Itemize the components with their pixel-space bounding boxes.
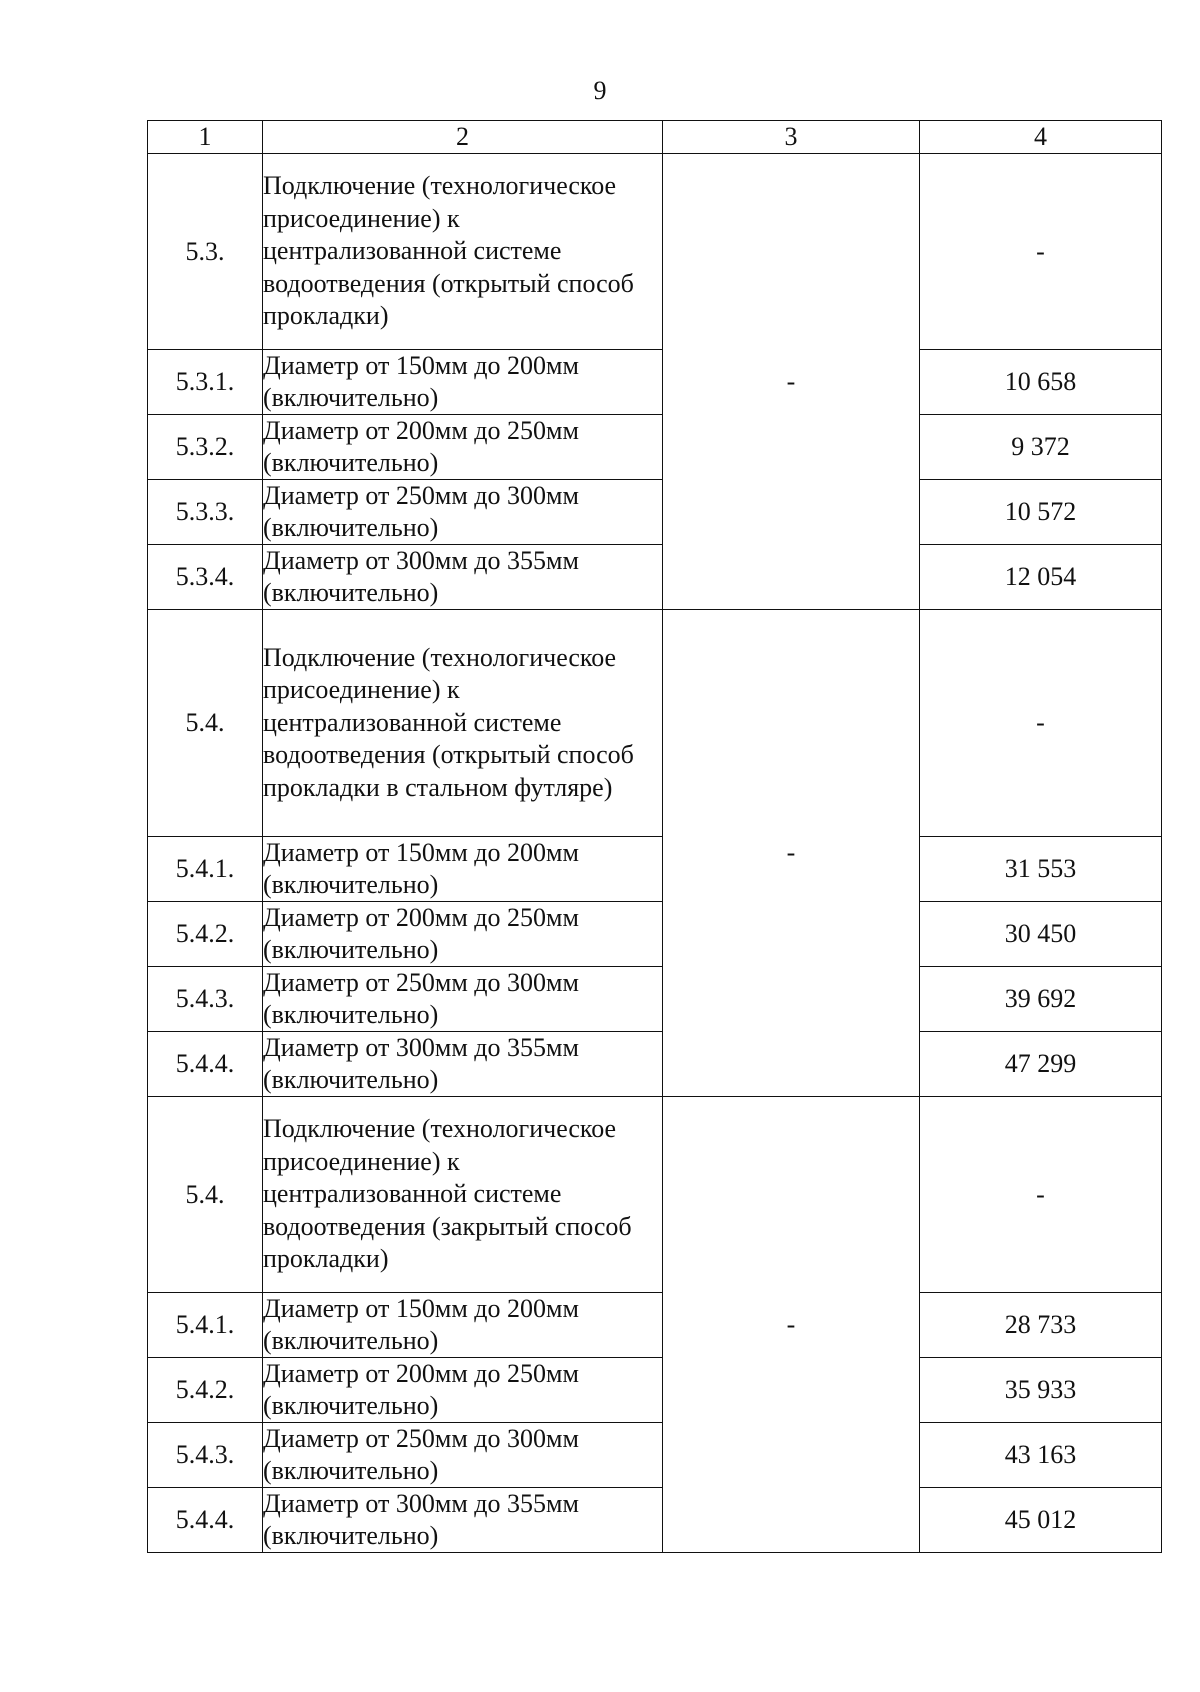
table-row	[148, 480, 1162, 545]
row-description: Диаметр от 200мм до 250мм (включительно)	[263, 902, 663, 967]
row-number: 5.4.4.	[148, 1032, 263, 1097]
row-description: Диаметр от 250мм до 300мм (включительно)	[263, 480, 663, 545]
row-value: 12 054	[920, 545, 1162, 610]
row-number: 5.4.3.	[148, 1423, 263, 1488]
row-value: 39 692	[920, 967, 1162, 1032]
row-value: 35 933	[920, 1358, 1162, 1423]
row-number: 5.4.	[148, 1097, 263, 1293]
table-row	[148, 1488, 1162, 1553]
table-row	[148, 967, 1162, 1032]
row-description: Диаметр от 200мм до 250мм (включительно)	[263, 415, 663, 480]
column-3-value: -	[663, 610, 920, 1097]
table-row	[148, 1423, 1162, 1488]
row-description: Диаметр от 150мм до 200мм (включительно)	[263, 837, 663, 902]
column-3-value: -	[663, 1097, 920, 1553]
row-value: -	[920, 610, 1162, 837]
row-description: Диаметр от 150мм до 200мм (включительно)	[263, 350, 663, 415]
row-value: 31 553	[920, 837, 1162, 902]
row-description: Подключение (технологическое присоединение) к централизованной системе водоотведения (закрытый способ прокладки)	[263, 1097, 663, 1293]
row-value: 10 572	[920, 480, 1162, 545]
table-row	[148, 1097, 1162, 1293]
row-description: Диаметр от 300мм до 355мм (включительно)	[263, 1032, 663, 1097]
row-number: 5.3.2.	[148, 415, 263, 480]
table-row	[148, 545, 1162, 610]
row-value: 10 658	[920, 350, 1162, 415]
table-row	[148, 1358, 1162, 1423]
row-description: Диаметр от 300мм до 355мм (включительно)	[263, 1488, 663, 1553]
row-number: 5.3.3.	[148, 480, 263, 545]
row-description: Диаметр от 300мм до 355мм (включительно)	[263, 545, 663, 610]
page-number: 9	[593, 76, 607, 105]
row-number: 5.3.	[148, 154, 263, 350]
row-value: 30 450	[920, 902, 1162, 967]
row-number: 5.4.1.	[148, 837, 263, 902]
row-description: Подключение (технологическое присоединение) к централизованной системе водоотведения (открытый способ прокладки в стальном футляре)	[263, 610, 663, 837]
table-row	[148, 154, 1162, 350]
row-description: Диаметр от 250мм до 300мм (включительно)	[263, 1423, 663, 1488]
header-cell-3: 3	[663, 121, 920, 154]
row-number: 5.4.4.	[148, 1488, 263, 1553]
tariff-table	[147, 120, 1162, 1553]
row-value: -	[920, 154, 1162, 350]
table-row	[148, 902, 1162, 967]
row-number: 5.4.	[148, 610, 263, 837]
table-header-row	[148, 121, 1162, 154]
row-description: Диаметр от 200мм до 250мм (включительно)	[263, 1358, 663, 1423]
row-description: Диаметр от 250мм до 300мм (включительно)	[263, 967, 663, 1032]
row-value: 43 163	[920, 1423, 1162, 1488]
row-description: Диаметр от 150мм до 200мм (включительно)	[263, 1293, 663, 1358]
table-row	[148, 610, 1162, 837]
table-row	[148, 1293, 1162, 1358]
row-number: 5.3.4.	[148, 545, 263, 610]
table-row	[148, 415, 1162, 480]
row-number: 5.4.3.	[148, 967, 263, 1032]
header-cell-4: 4	[920, 121, 1162, 154]
row-value: 9 372	[920, 415, 1162, 480]
row-value: -	[920, 1097, 1162, 1293]
header-cell-2: 2	[263, 121, 663, 154]
row-value: 28 733	[920, 1293, 1162, 1358]
row-number: 5.4.2.	[148, 1358, 263, 1423]
row-number: 5.4.1.	[148, 1293, 263, 1358]
row-description: Подключение (технологическое присоединение) к централизованной системе водоотведения (открытый способ прокладки)	[263, 154, 663, 350]
row-number: 5.4.2.	[148, 902, 263, 967]
column-3-value: -	[663, 154, 920, 610]
table-row	[148, 837, 1162, 902]
row-value: 47 299	[920, 1032, 1162, 1097]
table-row	[148, 350, 1162, 415]
row-number: 5.3.1.	[148, 350, 263, 415]
row-value: 45 012	[920, 1488, 1162, 1553]
table-row	[148, 1032, 1162, 1097]
header-cell-1: 1	[148, 121, 263, 154]
